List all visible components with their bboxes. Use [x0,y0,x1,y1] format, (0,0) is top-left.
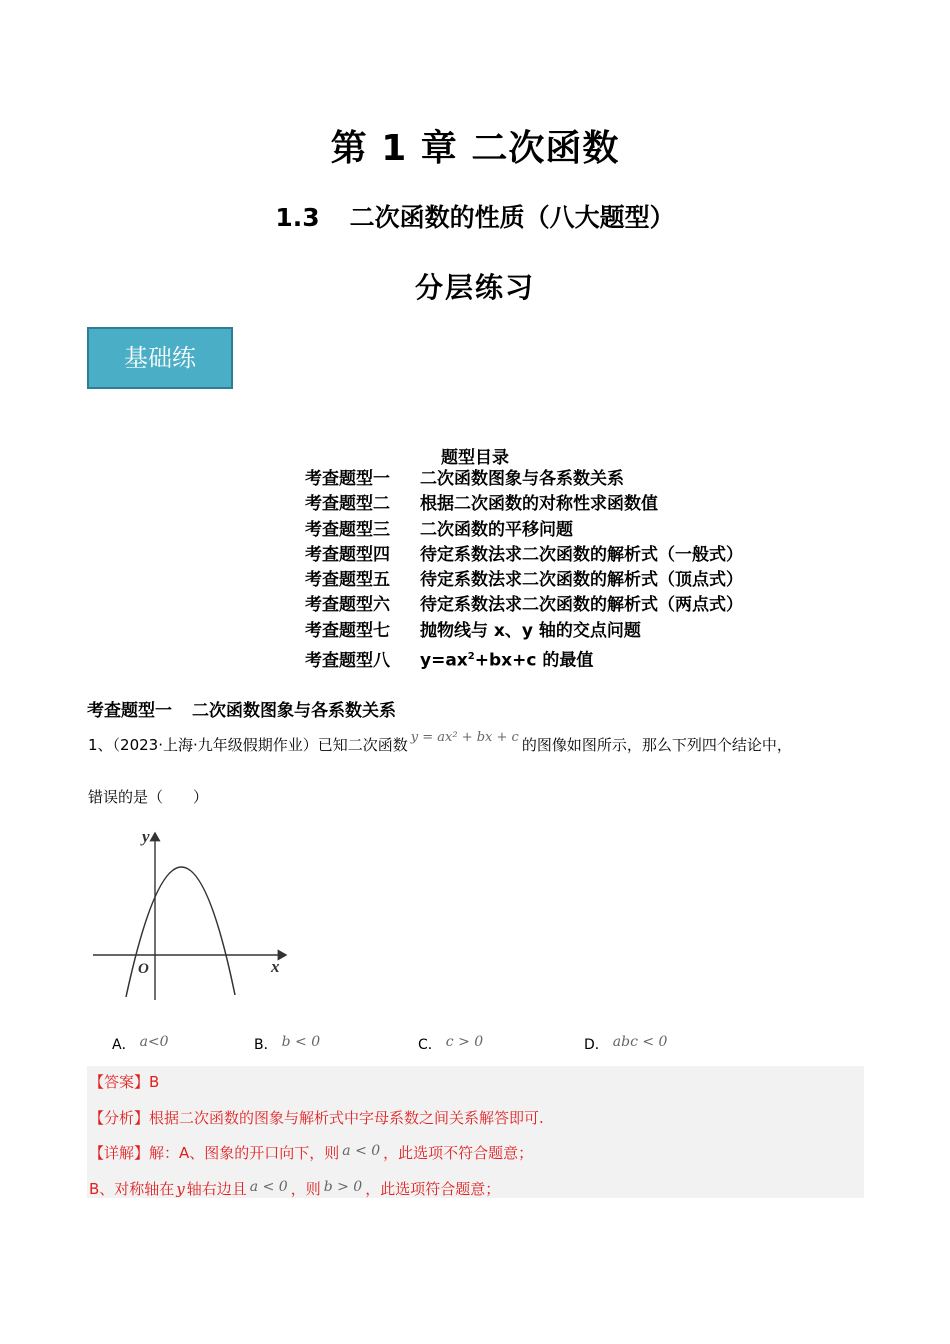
toc-item[interactable]: 考查题型三 二次函数的平移问题 [305,519,573,540]
toc-item[interactable]: 考查题型七 抛物线与 x、y 轴的交点问题 [305,620,641,641]
question-formula: y = ax² + bx + c [410,730,519,745]
page-subtitle: 分层练习 [414,271,535,304]
toc-item[interactable]: 考查题型四 待定系数法求二次函数的解析式（一般式） [305,544,743,565]
parabola-curve [126,867,235,997]
detail-line: 【详解】解：A、图象的开口向下，则 a < 0 ，此选项不符合题意； [89,1143,534,1162]
option-c[interactable]: C． c > 0 [418,1034,484,1053]
x-axis-label: x [271,957,280,976]
question-line-2: 错误的是（ ） [88,788,209,806]
origin-label: O [138,961,149,977]
chapter-title: 第 1 章 二次函数 [330,128,620,169]
question-line-1: 1、（2023·上海·九年级假期作业）已知二次函数 y = ax² + bx + c 的图像如图所示，那么下列四个结论中， [88,730,792,754]
detail-line-b: B、对称轴在 y 轴右边且 a < 0 ，则 b > 0 ，此选项符合题意； [89,1179,501,1198]
question-number: 1、 [88,736,113,754]
toc-item[interactable]: 考查题型二 根据二次函数的对称性求函数值 [305,494,658,515]
toc-title: 题型目录 [441,448,509,468]
section-heading: 考查题型一 二次函数图象与各系数关系 [87,701,396,721]
answer-line: 【答案】B [89,1073,160,1091]
toc-item[interactable]: 考查题型五 待定系数法求二次函数的解析式（顶点式） [305,570,743,591]
level-badge: 基础练 [87,327,233,389]
toc-item[interactable]: 考查题型六 待定系数法求二次函数的解析式（两点式） [305,595,743,616]
toc-item[interactable]: 考查题型八 $y=ax^2+bx+c$ 的最值 [305,650,594,671]
analysis-line: 【分析】根据二次函数的图象与解析式中字母系数之间关系解答即可. [89,1109,544,1127]
parabola-graph [90,825,295,1005]
question-source: （2023·上海·九年级假期作业）已知二次函数 [112,736,408,754]
option-d[interactable]: D． abc < 0 [584,1034,668,1053]
section-number: 1.3 [275,203,320,232]
option-b[interactable]: B． b < 0 [254,1034,321,1053]
section-name: 二次函数的性质（八大题型） [349,203,675,232]
section-title [0,198,950,234]
toc-list [305,467,743,669]
toc-item[interactable]: 考查题型一 二次函数图象与各系数关系 [305,469,624,489]
option-a[interactable]: A． a<0 [112,1034,169,1053]
y-axis-label: y [142,827,150,846]
